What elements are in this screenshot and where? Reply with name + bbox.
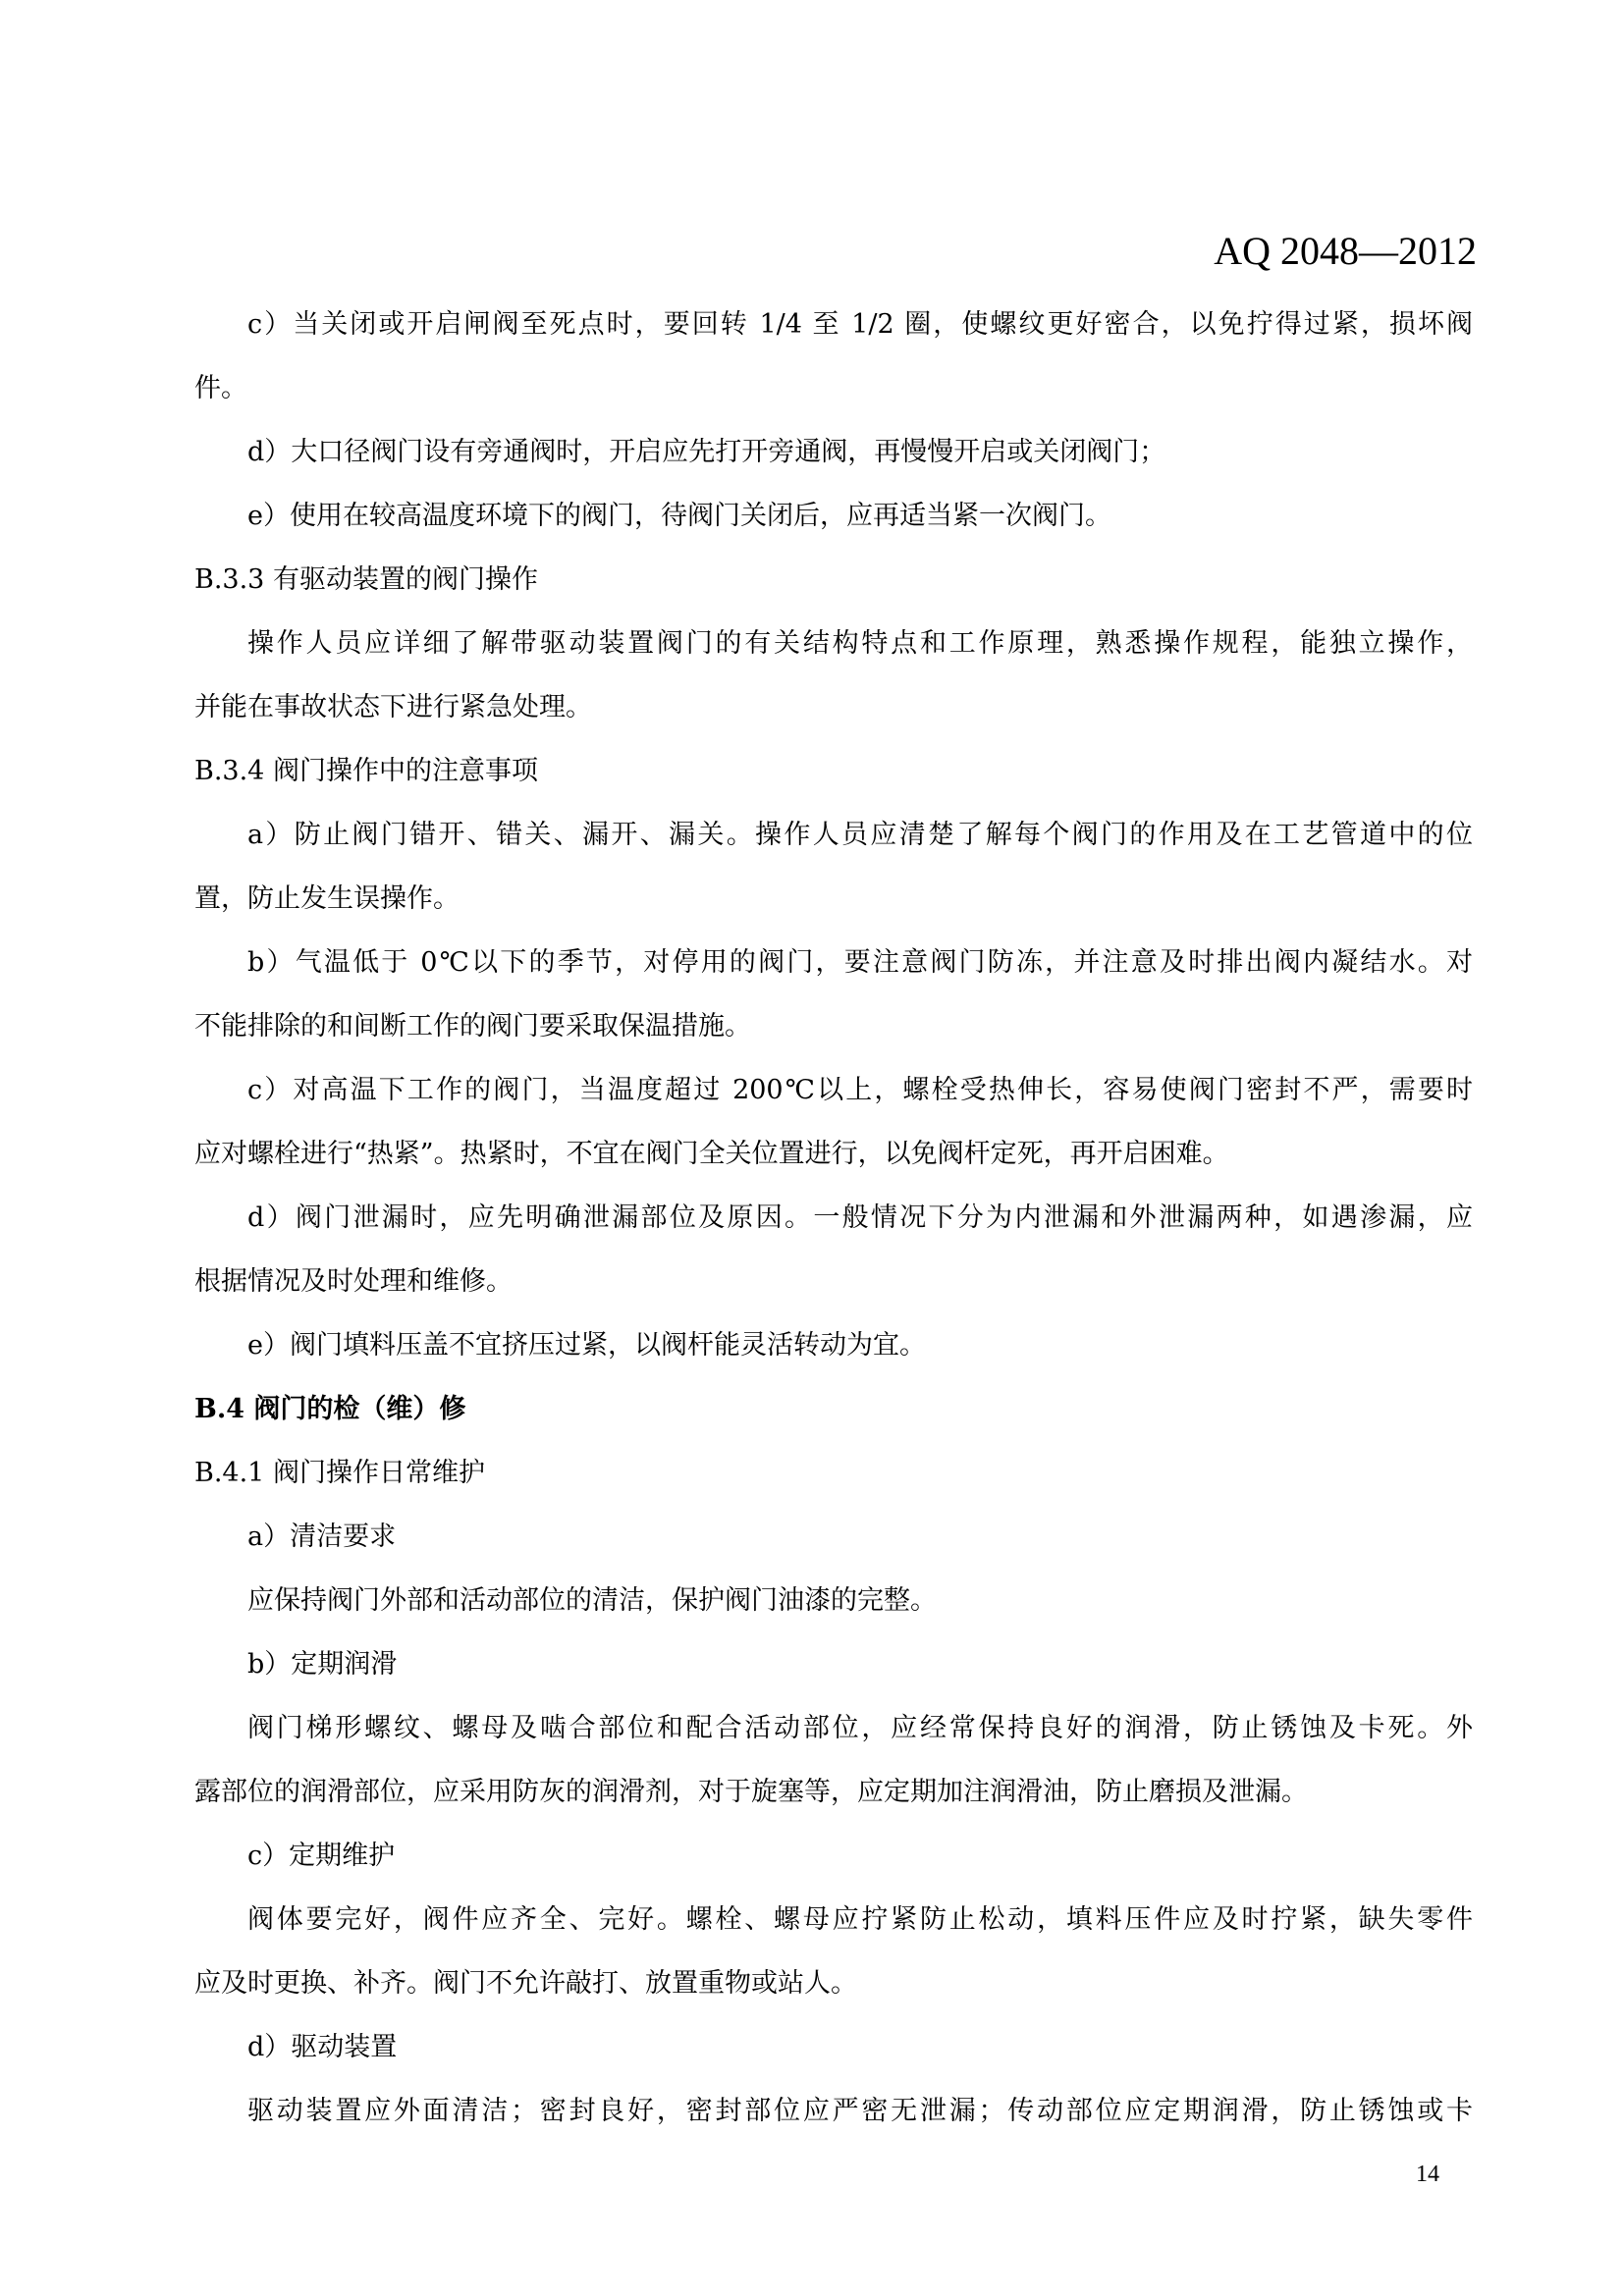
text-line: 应对螺栓进行“热紧”。热紧时，不宜在阀门全关位置进行，以免阀杆定死，再开启困难。 xyxy=(194,1139,1229,1169)
text-line: a）防止阀门错开、错关、漏开、漏关。操作人员应清楚了解每个阀门的作用及在工艺管道中的位 xyxy=(247,820,1473,850)
text-line: d）大口径阀门设有旁通阀时，开启应先打开旁通阀，再慢慢开启或关闭阀门； xyxy=(247,437,1166,467)
text-line: 不能排除的和间断工作的阀门要采取保温措施。 xyxy=(194,1011,751,1041)
item-heading: a）清洁要求 xyxy=(247,1522,397,1552)
text-line: 应保持阀门外部和活动部位的清洁，保护阀门油漆的完整。 xyxy=(247,1585,937,1616)
text-line: e）阀门填料压盖不宜挤压过紧，以阀杆能灵活转动为宜。 xyxy=(247,1330,926,1361)
item-heading: d）驱动装置 xyxy=(247,2032,398,2062)
text-line: c）对高温下工作的阀门，当温度超过 200℃以上，螺栓受热伸长，容易使阀门密封不严，需要时 xyxy=(247,1075,1473,1105)
text-line: d）阀门泄漏时，应先明确泄漏部位及原因。一般情况下分为内泄漏和外泄漏两种，如遇渗漏，应 xyxy=(247,1202,1473,1233)
text-line: 根据情况及时处理和维修。 xyxy=(194,1266,513,1297)
text-line: 并能在事故状态下进行紧急处理。 xyxy=(194,692,592,722)
text-line: 露部位的润滑部位，应采用防灰的润滑剂，对于旋塞等，应定期加注润滑油，防止磨损及泄漏。 xyxy=(194,1777,1308,1807)
text-line: 驱动装置应外面清洁；密封良好，密封部位应严密无泄漏；传动部位应定期润滑，防止锈蚀或卡 xyxy=(247,2096,1473,2126)
text-line: b）气温低于 0℃以下的季节，对停用的阀门，要注意阀门防冻，并注意及时排出阀内凝结水。对 xyxy=(247,947,1473,978)
text-line: 操作人员应详细了解带驱动装置阀门的有关结构特点和工作原理，熟悉操作规程，能独立操作， xyxy=(247,628,1473,659)
text-line: c）当关闭或开启闸阀至死点时，要回转 1/4 至 1/2 圈，使螺纹更好密合，以免拧得过紧，损坏阀 xyxy=(247,309,1473,340)
text-line: 件。 xyxy=(194,373,247,403)
text-line: 置，防止发生误操作。 xyxy=(194,883,460,914)
clause-heading: B.4.1 阀门操作日常维护 xyxy=(194,1458,485,1488)
text-line: e）使用在较高温度环境下的阀门，待阀门关闭后，应再适当紧一次阀门。 xyxy=(247,501,1111,531)
text-line: 应及时更换、补齐。阀门不允许敲打、放置重物或站人。 xyxy=(194,1968,857,1999)
clause-heading: B.3.3 有驱动装置的阀门操作 xyxy=(194,564,538,595)
item-heading: c）定期维护 xyxy=(247,1841,396,1871)
item-heading: b）定期润滑 xyxy=(247,1649,398,1680)
text-line: 阀门梯形螺纹、螺母及啮合部位和配合活动部位，应经常保持良好的润滑，防止锈蚀及卡死。外 xyxy=(247,1713,1473,1743)
section-heading: B.4 阀门的检（维）修 xyxy=(194,1394,466,1424)
document-body xyxy=(194,293,1473,2143)
text-line: 阀体要完好，阀件应齐全、完好。螺栓、螺母应拧紧防止松动，填料压件应及时拧紧，缺失零件 xyxy=(247,1904,1473,1935)
clause-heading: B.3.4 阀门操作中的注意事项 xyxy=(194,756,538,786)
page-number: 14 xyxy=(1416,2162,1439,2187)
standard-code: AQ 2048—2012 xyxy=(1214,229,1477,273)
